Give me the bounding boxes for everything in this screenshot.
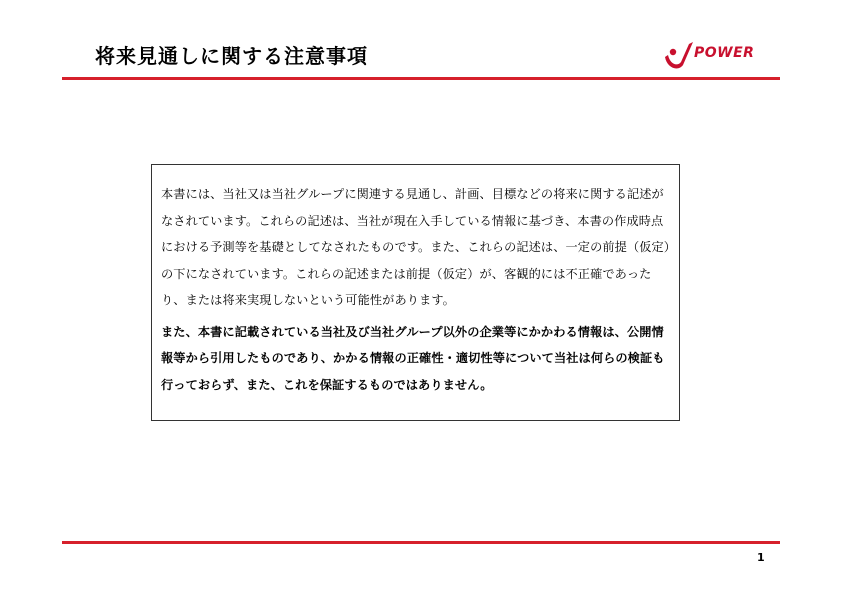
notice-box	[151, 164, 680, 421]
footer-divider	[62, 541, 780, 544]
notice-paragraph: また、本書に記載されている当社及び当社グループ以外の企業等にかかわる情報は、公開情報等から引用したものであり、かかる情報の正確性・適切性等について当社は何らの検証も行っておらず、また、これを保証するものではありません。	[161, 324, 665, 392]
page-number: 1	[757, 551, 765, 564]
page-title: 将来見通しに関する注意事項	[95, 44, 368, 68]
notice-paragraph: 本書には、当社又は当社グループに関連する見通し、計画、目標などの将来に関する記述がなされています。これらの記述は、当社が現在入手している情報に基づき、本書の作成時点における予測等を基礎としてなされたものです。また、これらの記述は、一定の前提（仮定）の下になされています。これらの記述または前提（仮定）が、客観的には不正確であったり、または将来実現しないという可能性があります。	[161, 187, 670, 307]
company-logo	[664, 40, 778, 70]
logo-text: POWER	[694, 45, 755, 61]
j-mark-icon	[664, 40, 694, 70]
header-divider	[62, 77, 780, 80]
